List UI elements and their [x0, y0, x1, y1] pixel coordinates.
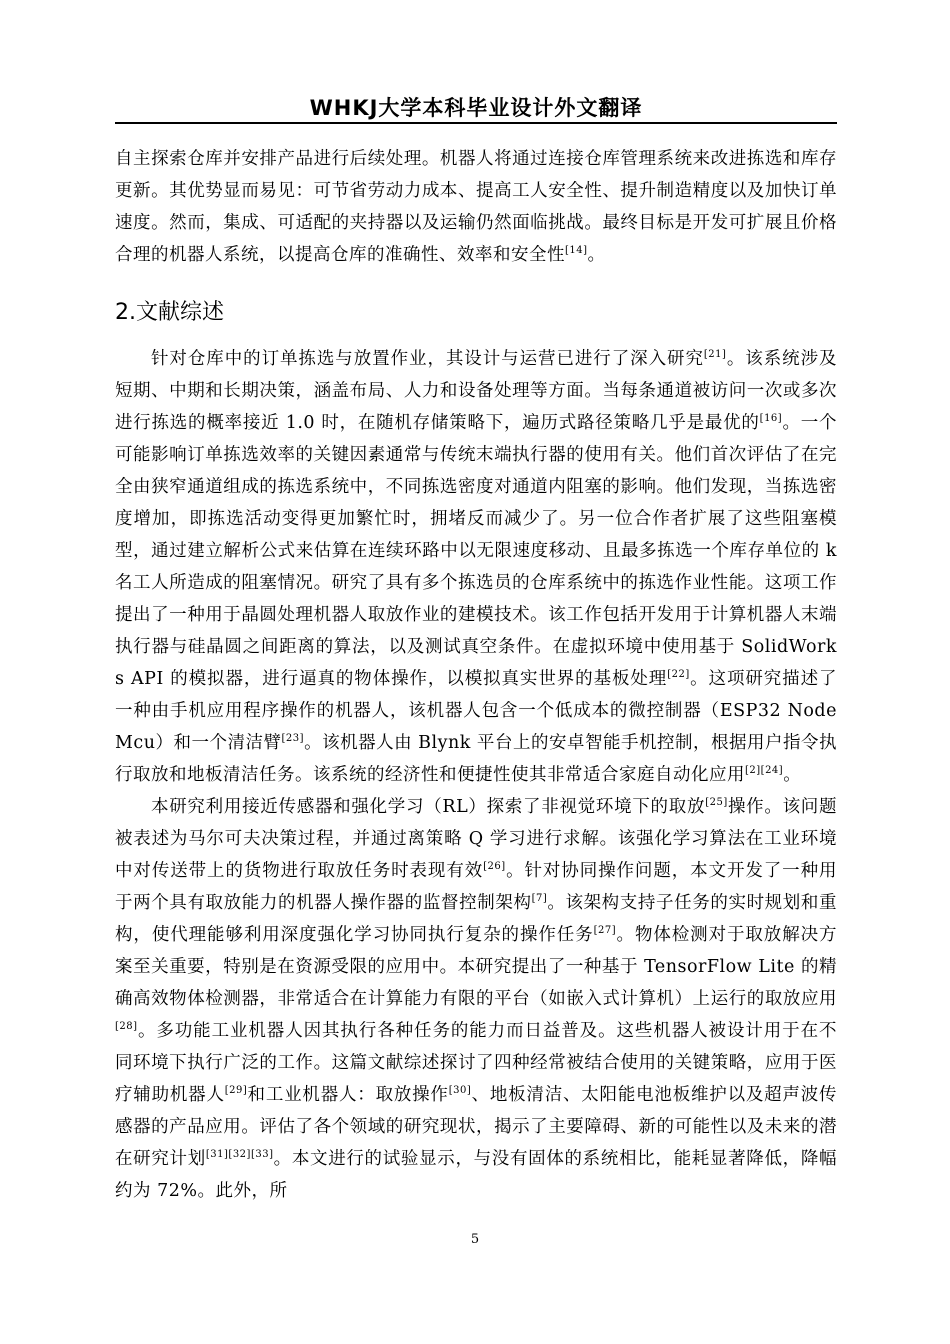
- section-heading: 2.文献综述: [115, 300, 224, 325]
- p1-s1: 针对仓库中的订单拣选与放置作业，其设计与运营已进行了深入研究: [151, 349, 704, 369]
- citation: [30]: [448, 1085, 472, 1097]
- p1-s6: 。: [783, 765, 802, 785]
- intro-paragraph: [115, 143, 837, 271]
- p2-s4: 。该架构支持子任务的实时规划和重构，使代理能够利用深度强化学习协同执行复杂的操作任务: [115, 893, 838, 945]
- citation: [22]: [667, 669, 690, 681]
- page-number: 5: [470, 1232, 480, 1247]
- citation: [25]: [705, 797, 728, 809]
- citation: [16]: [759, 413, 783, 425]
- p2-s9: 。本文进行的试验显示，与没有固体的系统相比，能耗显著降低，降幅约为 72%。此外，所: [115, 1149, 837, 1201]
- citation: [29]: [224, 1085, 248, 1097]
- p2-s5: 。物体检测对于取放解决方案至关重要，特别是在资源受限的应用中。本研究提出了一种基于 TensorFlow Lite 的精确高效物体检测器，非常适合在计算能力有限的平台（如嵌入式计算机）上运行的取放应用: [115, 925, 838, 1009]
- p2-s3: 。针对协同操作问题，本文开发了一种用于两个具有取放能力的机器人操作器的监督控制架构: [115, 861, 837, 913]
- citation: [21]: [703, 349, 727, 361]
- citation: [31][32][33]: [205, 1149, 274, 1161]
- citation: [27]: [593, 925, 617, 937]
- citation: [2][24]: [745, 765, 784, 777]
- p1-s4: 。这项研究描述了一种由手机应用程序操作的机器人，该机器人包含一个低成本的微控制器（ESP32 Node Mcu）和一个清洁臂: [115, 669, 837, 753]
- paragraph-1: [115, 343, 837, 791]
- citation: [7]: [531, 893, 548, 905]
- p2-s6: 。多功能工业机器人因其执行各种任务的能力而日益普及。这些机器人被设计用于在不同环境下执行广泛的工作。这篇文献综述探讨了四种经常被结合使用的关键策略，应用于医疗辅助机器人: [115, 1021, 837, 1105]
- p2-s2: 操作。该问题被表述为马尔可夫决策过程，并通过离策略 Q 学习进行求解。该强化学习算法在工业环境中对传送带上的货物进行取放任务时表现有效: [115, 797, 838, 881]
- citation: [28]: [115, 1021, 138, 1033]
- p2-s7: 和工业机器人：取放操作: [247, 1085, 449, 1105]
- citation: [23]: [281, 733, 305, 745]
- p1-s3: 。一个可能影响订单拣选效率的关键因素通常与传统末端执行器的使用有关。他们首次评估了在完全由狭窄通道组成的拣选系统中，不同拣选密度对通道内阻塞的影响。他们发现，当拣选密度增加，即拣选活动变得更加繁忙时，拥堵反而减少了。另一位合作者扩展了这些阻塞模型，通过建立解析公式来估算在连续环路中以无限速度移动、且最多拣选一个库存单位的 k 名工人所造成的阻塞情况。研究了具有多个拣选员的仓库系统中的拣选作业性能。这项工作提出了一种用于晶圆处理机器人取放作业的建模技术。该工作包括开发用于计算机器人末端执行器与硅晶圆之间距离的算法，以及测试真空条件。在虚拟环境中使用基于 SolidWorks API 的模拟器，进行逼真的物体操作，以模拟真实世界的基板处理: [115, 413, 837, 689]
- page-header: WHKJ大学本科毕业设计外文翻译: [309, 96, 643, 120]
- intro-text: 自主探索仓库并安排产品进行后续处理。机器人将通过连接仓库管理系统来改进拣选和库存更新。其优势显而易见：可节省劳动力成本、提高工人安全性、提升制造精度以及加快订单速度。然而，集成、可适配的夹持器以及运输仍然面临挑战。最终目标是开发可扩展且价格合理的机器人系统，以提高仓库的准确性、效率和安全性: [115, 149, 837, 265]
- citation: [14]: [565, 245, 588, 257]
- header-rule: [115, 122, 837, 124]
- intro-end: 。: [587, 245, 606, 265]
- paragraph-2: [115, 791, 837, 1207]
- document-body: [115, 143, 837, 1207]
- p2-s1: 本研究利用接近传感器和强化学习（RL）探索了非视觉环境下的取放: [151, 797, 706, 817]
- p2-s8: 、地板清洁、太阳能电池板维护以及超声波传感器的产品应用。评估了各个领域的研究现状，揭示了主要障碍、新的可能性以及未来的潜在研究计划: [115, 1085, 838, 1169]
- p1-s5: 。该机器人由 Blynk 平台上的安卓智能手机控制，根据用户指令执行取放和地板清洁任务。该系统的经济性和便捷性使其非常适合家庭自动化应用: [115, 733, 838, 785]
- citation: [26]: [483, 861, 506, 873]
- p1-s2: 。该系统涉及短期、中期和长期决策，涵盖布局、人力和设备处理等方面。当每条通道被访问一次或多次进行拣选的概率接近 1.0 时，在随机存储策略下，遍历式路径策略几乎是最优的: [115, 349, 837, 433]
